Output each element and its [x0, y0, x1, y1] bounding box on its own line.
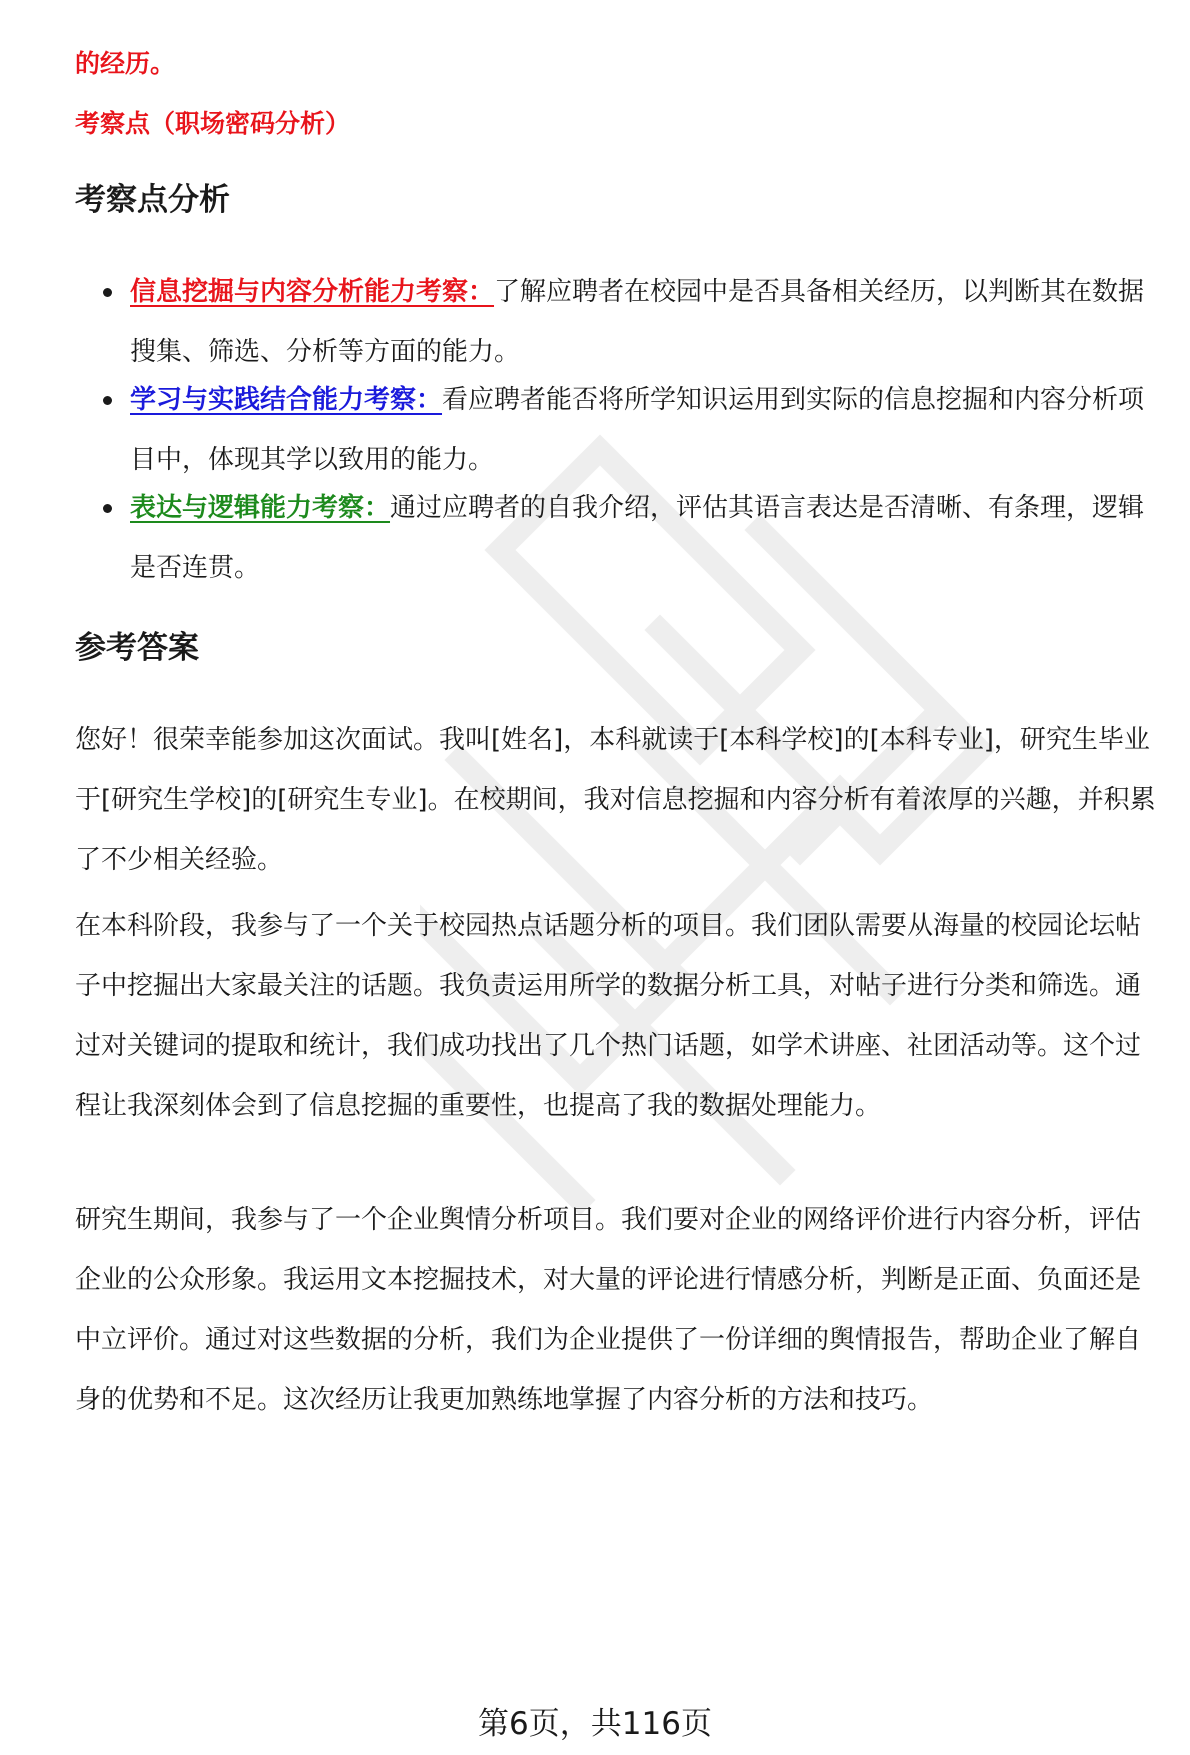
page-indicator: 第6页，共116页	[478, 1706, 712, 1742]
analysis-item-label: 信息挖掘与内容分析能力考察：	[130, 277, 495, 307]
bullet-dot-icon	[103, 288, 112, 297]
analysis-item-text: 看应聘者能否将所学知识运用到实际的信息挖掘和内容分析项目中，体现其学以致用的能力。	[130, 385, 1145, 475]
analysis-item	[75, 370, 1165, 478]
answer-paragraph: 在本科阶段，我参与了一个关于校园热点话题分析的项目。我们团队需要从海量的校园论坛帖子中挖掘出大家最关注的话题。我负责运用所学的数据分析工具，对帖子进行分类和筛选。通过对关键词的提取和统计，我们成功找出了几个热门话题，如学术讲座、社团活动等。这个过程让我深刻体会到了信息挖掘的重要性，也提高了我的数据处理能力。	[75, 911, 1142, 1121]
answer-paragraph: 研究生期间，我参与了一个企业舆情分析项目。我们要对企业的网络评价进行内容分析，评估企业的公众形象。我运用文本挖掘技术，对大量的评论进行情感分析，判断是正面、负面还是中立评价。通过对这些数据的分析，我们为企业提供了一份详细的舆情报告，帮助企业了解自身的优势和不足。这次经历让我更加熟练地掌握了内容分析的方法和技巧。	[75, 1205, 1142, 1415]
continuation-text: 的经历。	[75, 49, 176, 78]
bullet-dot-icon	[103, 396, 112, 405]
analysis-item-text: 了解应聘者在校园中是否具备相关经历，以判断其在数据搜集、筛选、分析等方面的能力。	[130, 277, 1145, 367]
analysis-item-label: 学习与实践结合能力考察：	[130, 385, 443, 415]
analysis-item	[75, 478, 1165, 586]
analysis-list	[75, 262, 1165, 586]
answer-heading: 参考答案	[75, 630, 199, 666]
bullet-dot-icon	[103, 504, 112, 513]
analysis-item-text: 通过应聘者的自我介绍，评估其语言表达是否清晰、有条理，逻辑是否连贯。	[130, 493, 1145, 583]
section-tag: 考察点（职场密码分析）	[75, 109, 351, 138]
analysis-heading: 考察点分析	[75, 182, 230, 218]
analysis-item-label: 表达与逻辑能力考察：	[130, 493, 391, 523]
answer-paragraph: 您好！很荣幸能参加这次面试。我叫[姓名]，本科就读于[本科学校]的[本科专业]，研究生毕业于[研究生学校]的[研究生专业]。在校期间，我对信息挖掘和内容分析有着浓厚的兴趣，并积累了不少相关经验。	[75, 725, 1156, 875]
analysis-item	[75, 262, 1165, 370]
